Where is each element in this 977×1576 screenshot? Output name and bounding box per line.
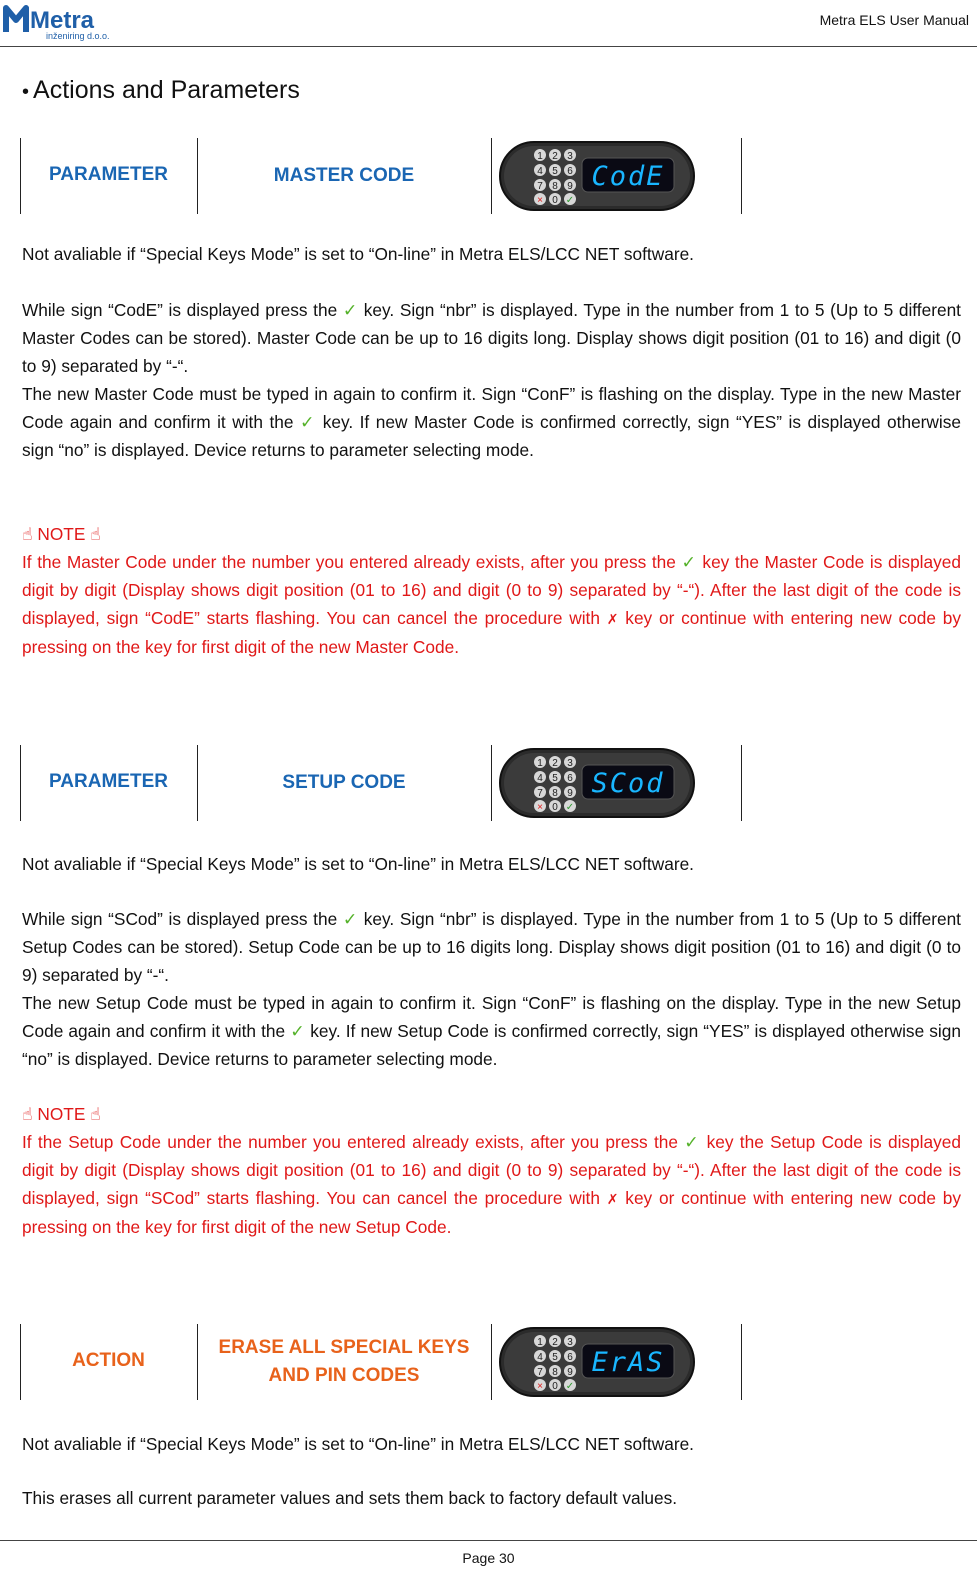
svg-text:7: 7 — [537, 788, 543, 799]
note-text: If the Setup Code under the number you entered already exists, after you press the — [22, 1132, 678, 1152]
section-heading-text: Actions and Parameters — [33, 76, 300, 104]
svg-text:5: 5 — [552, 1352, 558, 1363]
svg-text:3: 3 — [567, 758, 573, 769]
note-text: key the Master Code is displayed digit by digit (Display shows digit position (01 to 16) and digit (0 to 9) separated by “-“). After the last digit of the code is displayed, sign “CodE” starts flashing. You can cancel the procedure with — [22, 552, 961, 628]
table-divider — [741, 1324, 742, 1400]
svg-text:2: 2 — [552, 758, 558, 769]
description-text: While sign “CodE” is displayed press the — [22, 300, 338, 320]
availability-note: Not avaliable if “Special Keys Mode” is set to “On-line” in Metra ELS/LCC NET software. — [22, 1434, 694, 1454]
check-icon: ✓ — [300, 412, 317, 432]
hand-pointer-icon: ☝ — [90, 524, 101, 544]
svg-text:×: × — [537, 1381, 543, 1392]
description-text: key. If new Master Code is confirmed correctly, sign “YES” is displayed otherwise sign “no” is displayed. Device returns to parameter selecting mode. — [22, 412, 962, 460]
svg-text:✓: ✓ — [565, 1381, 575, 1392]
svg-text:9: 9 — [567, 788, 573, 799]
section-heading — [22, 76, 300, 105]
availability-note: Not avaliable if “Special Keys Mode” is set to “On-line” in Metra ELS/LCC NET software. — [22, 244, 694, 264]
svg-text:9: 9 — [567, 181, 573, 192]
description-paragraph: This erases all current parameter values and sets them back to factory default values. — [22, 1488, 678, 1508]
description-text: key. If new Setup Code is confirmed correctly, sign “YES” is displayed otherwise sign “no” is displayed. Device returns to parameter selecting mode. — [22, 1021, 961, 1069]
table-divider — [741, 745, 742, 821]
page-number: Page 30 — [462, 1550, 515, 1566]
action-type-label: ACTION — [72, 1350, 145, 1371]
svg-text:✓: ✓ — [565, 802, 575, 813]
page-header — [0, 0, 977, 48]
svg-text:×: × — [537, 802, 543, 813]
table-divider — [741, 138, 742, 214]
manual-title: Metra ELS User Manual — [819, 12, 969, 28]
svg-text:2: 2 — [552, 1337, 558, 1348]
logo-wordmark: Metra — [30, 7, 95, 34]
svg-text:1: 1 — [537, 151, 543, 162]
svg-text:0: 0 — [552, 195, 558, 206]
svg-text:5: 5 — [552, 166, 558, 177]
logo-subtitle: inženiring d.o.o. — [46, 31, 110, 41]
svg-text:0: 0 — [552, 1381, 558, 1392]
footer-divider — [0, 1540, 977, 1541]
note-label: NOTE — [37, 1104, 86, 1124]
svg-text:0: 0 — [552, 802, 558, 813]
description-paragraph — [22, 905, 961, 1073]
display-readout: ErAS — [591, 1347, 665, 1378]
note-text: key or continue with entering new code by pressing on the key for first digit of the new Setup Code. — [22, 1188, 961, 1237]
note-heading — [22, 1100, 961, 1128]
svg-text:4: 4 — [537, 773, 543, 784]
note-heading — [22, 520, 961, 548]
check-icon: ✓ — [342, 300, 359, 320]
svg-text:×: × — [537, 195, 543, 206]
display-readout: SCod — [591, 768, 665, 799]
svg-text:8: 8 — [552, 788, 558, 799]
description-text: key. Sign “nbr” is displayed. Type in the number from 1 to 5 (Up to 5 different Setup Codes can be stored). Setup Code can be up to 16 digits long. Display shows digit position (01 to 16) and digit (0 to 9) separated by “-“. — [22, 909, 961, 985]
availability-note: Not avaliable if “Special Keys Mode” is set to “On-line” in Metra ELS/LCC NET software. — [22, 854, 694, 874]
display-readout: CodE — [591, 161, 665, 192]
table-divider — [491, 1324, 492, 1400]
description-paragraph — [22, 296, 961, 464]
note-text: If the Master Code under the number you entered already exists, after you press the — [22, 552, 676, 572]
hand-pointer-icon: ☝ — [22, 524, 33, 544]
svg-text:9: 9 — [567, 1367, 573, 1378]
svg-text:3: 3 — [567, 1337, 573, 1348]
action-name-line: ERASE ALL SPECIAL KEYS — [218, 1337, 470, 1358]
note-paragraph — [22, 1128, 961, 1241]
table-divider — [491, 138, 492, 214]
action-name-line: AND PIN CODES — [268, 1365, 420, 1386]
svg-text:1: 1 — [537, 1337, 543, 1348]
table-divider — [491, 745, 492, 821]
svg-text:5: 5 — [552, 773, 558, 784]
svg-text:✓: ✓ — [565, 195, 575, 206]
svg-text:1: 1 — [537, 758, 543, 769]
description-text: The new Setup Code must be typed in again to confirm it. Sign “ConF” is flashing on the display. Type in the new Setup Code again and confirm it with the — [22, 993, 961, 1041]
description-text: While sign “SCod” is displayed press the — [22, 909, 338, 929]
note-label: NOTE — [37, 524, 86, 544]
hand-pointer-icon: ☝ — [90, 1104, 101, 1124]
svg-text:7: 7 — [537, 181, 543, 192]
note-text: key the Setup Code is displayed digit by digit (Display shows digit position (01 to 16) and digit (0 to 9) separated by “-“). After the last digit of the code is displayed, sign “SCod” starts flashing. You can cancel the procedure with — [22, 1132, 961, 1208]
header-divider — [0, 46, 977, 47]
check-icon: ✓ — [681, 552, 697, 572]
parameter-name-label: SETUP CODE — [282, 772, 406, 793]
svg-text:4: 4 — [537, 166, 543, 177]
description-text: The new Master Code must be typed in again to confirm it. Sign “ConF” is flashing on the display. Type in the new Master Code again and confirm it with the — [22, 384, 961, 432]
svg-text:4: 4 — [537, 1352, 543, 1363]
check-icon: ✓ — [684, 1132, 701, 1152]
metra-logo — [2, 2, 132, 42]
check-icon: ✓ — [342, 909, 359, 929]
description-text: key. Sign “nbr” is displayed. Type in the number from 1 to 5 (Up to 5 different Master Codes can be stored). Master Code can be up to 16 digits long. Display shows digit position (01 to 16) and digit (0 to 9) separated by “-“. — [22, 300, 961, 376]
svg-text:8: 8 — [552, 181, 558, 192]
note-text: key or continue with entering new code by pressing on the key for first digit of the new Master Code. — [22, 608, 961, 657]
svg-text:8: 8 — [552, 1367, 558, 1378]
svg-text:3: 3 — [567, 151, 573, 162]
parameter-type-label: PARAMETER — [49, 771, 168, 792]
parameter-type-label: PARAMETER — [49, 164, 168, 185]
svg-text:6: 6 — [567, 773, 573, 784]
cross-icon: ✗ — [606, 1191, 619, 1207]
hand-pointer-icon: ☝ — [22, 1104, 33, 1124]
svg-text:2: 2 — [552, 151, 558, 162]
check-icon: ✓ — [290, 1021, 306, 1041]
cross-icon: ✗ — [606, 611, 619, 627]
device-display-code — [498, 140, 696, 212]
action-name-label — [197, 1334, 491, 1390]
parameter-name-label: MASTER CODE — [273, 165, 415, 186]
note-paragraph — [22, 548, 961, 661]
svg-text:7: 7 — [537, 1367, 543, 1378]
device-display-scod — [498, 747, 696, 819]
svg-text:6: 6 — [567, 1352, 573, 1363]
svg-text:6: 6 — [567, 166, 573, 177]
bullet-icon: • — [22, 81, 30, 103]
device-display-eras — [498, 1326, 696, 1398]
